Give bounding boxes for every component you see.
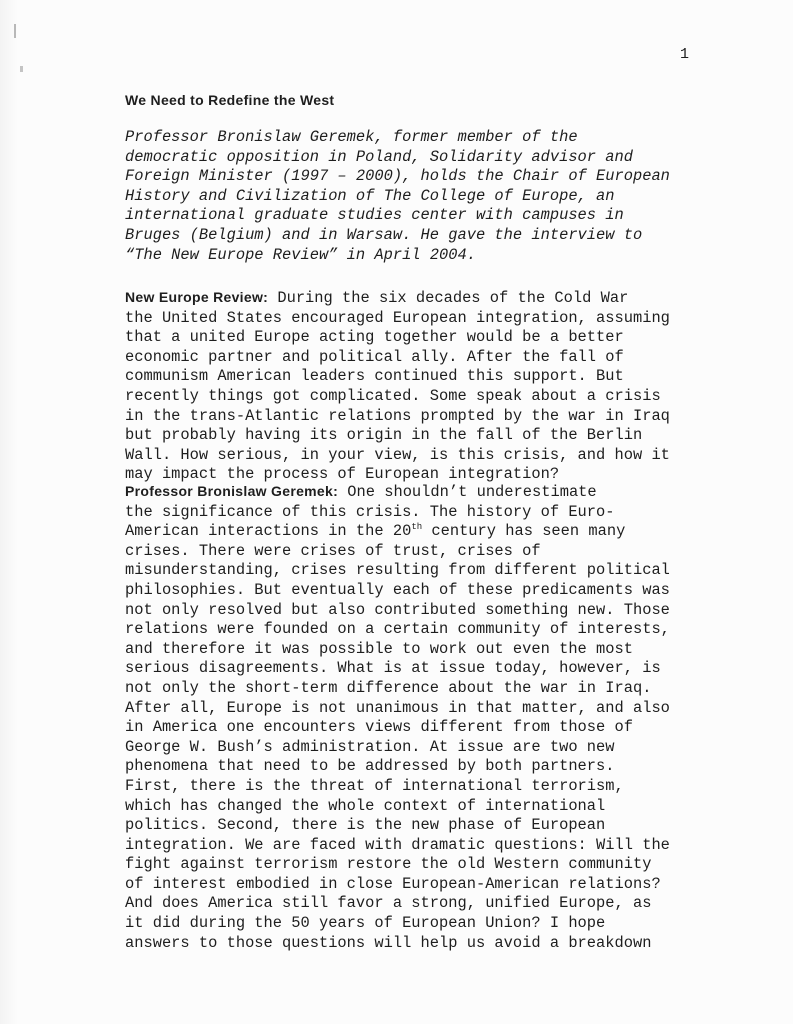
question-line: Wall. How serious, in your view, is this crisis, and how it: [125, 445, 670, 464]
answer-line: not only resolved but also contributed something new. Those: [125, 600, 670, 619]
answer-line: answers to those questions will help us avoid a breakdown: [125, 933, 652, 952]
question-line: the United States encouraged European integration, assuming: [125, 308, 670, 327]
answer-line: of interest embodied in close European-American relations?: [125, 874, 661, 893]
question-line: communism American leaders continued this support. But: [125, 367, 624, 386]
answer-line: which has changed the whole context of international: [125, 796, 606, 815]
intro-line: international graduate studies center with campuses in: [125, 206, 624, 225]
answer-line: politics. Second, there is the new phase of European: [125, 816, 606, 835]
answer-text: American interactions in the 20: [125, 522, 412, 541]
intro-line: Bruges (Belgium) and in Warsaw. He gave the interview to: [125, 225, 643, 244]
answer-line: George W. Bush’s administration. At issue are two new: [125, 737, 615, 756]
answer-line: fight against terrorism restore the old Western community: [125, 855, 652, 874]
question-line: economic partner and political ally. After the fall of: [125, 347, 624, 366]
intro-line: Foreign Minister (1997 – 2000), holds the Chair of European: [125, 167, 670, 186]
answer-line: the significance of this crisis. The history of Euro-: [125, 502, 615, 521]
intro-line: History and Civilization of The College of Europe, an: [125, 186, 615, 205]
intro-line: Professor Bronislaw Geremek, former member of the: [125, 128, 578, 146]
intro-paragraph: [125, 128, 695, 265]
answer-line: crises. There were crises of trust, crises of: [125, 541, 541, 560]
question-line: may impact the process of European integration?: [125, 465, 560, 484]
question-paragraph: [125, 288, 695, 485]
answer-line: misunderstanding, crises resulting from different political: [125, 561, 670, 580]
answer-line: After all, Europe is not unanimous in that matter, and also: [125, 698, 670, 717]
intro-line: democratic opposition in Poland, Solidarity advisor and: [125, 147, 633, 166]
answer-text: One shouldn’t underestimate: [338, 483, 597, 501]
answer-line: not only the short-term difference about the war in Iraq.: [125, 678, 652, 697]
answer-line: serious disagreements. What is at issue today, however, is: [125, 659, 661, 678]
answer-line: philosophies. But eventually each of these predicaments was: [125, 580, 670, 599]
answer-line: integration. We are faced with dramatic questions: Will the: [125, 835, 670, 854]
question-speaker: New Europe Review:: [125, 289, 269, 305]
scan-artifact: [14, 24, 16, 38]
answer-line: it did during the 50 years of European Union? I hope: [125, 914, 606, 933]
question-line: but probably having its origin in the fall of the Berlin: [125, 426, 643, 445]
question-line: recently things got complicated. Some speak about a crisis: [125, 386, 661, 405]
answer-line: relations were founded on a certain community of interests,: [125, 620, 670, 639]
answer-first-line: [125, 482, 695, 503]
page-number: 1: [680, 46, 690, 63]
answer-line: and therefore it was possible to work out even the most: [125, 639, 633, 658]
question-text: During the six decades of the Cold War: [268, 289, 629, 307]
question-line: in the trans-Atlantic relations prompted by the war in Iraq: [125, 406, 670, 425]
document-title: We Need to Redefine the West: [125, 92, 335, 108]
answer-line: And does America still favor a strong, unified Europe, as: [125, 894, 652, 913]
answer-line: phenomena that need to be addressed by both partners.: [125, 757, 615, 776]
answer-line: First, there is the threat of international terrorism,: [125, 776, 624, 795]
intro-line: “The New Europe Review” in April 2004.: [125, 245, 476, 264]
question-first-line: [125, 288, 695, 309]
answer-paragraph: [125, 482, 695, 953]
answer-line: in America one encounters views different from those of: [125, 718, 633, 737]
answer-line-century: [125, 522, 695, 542]
question-line: that a united Europe acting together would be a better: [125, 328, 624, 347]
superscript: th: [411, 522, 423, 533]
answer-speaker: Professor Bronislaw Geremek:: [125, 483, 339, 499]
answer-text: century has seen many: [422, 522, 626, 541]
scan-artifact: [20, 66, 23, 72]
